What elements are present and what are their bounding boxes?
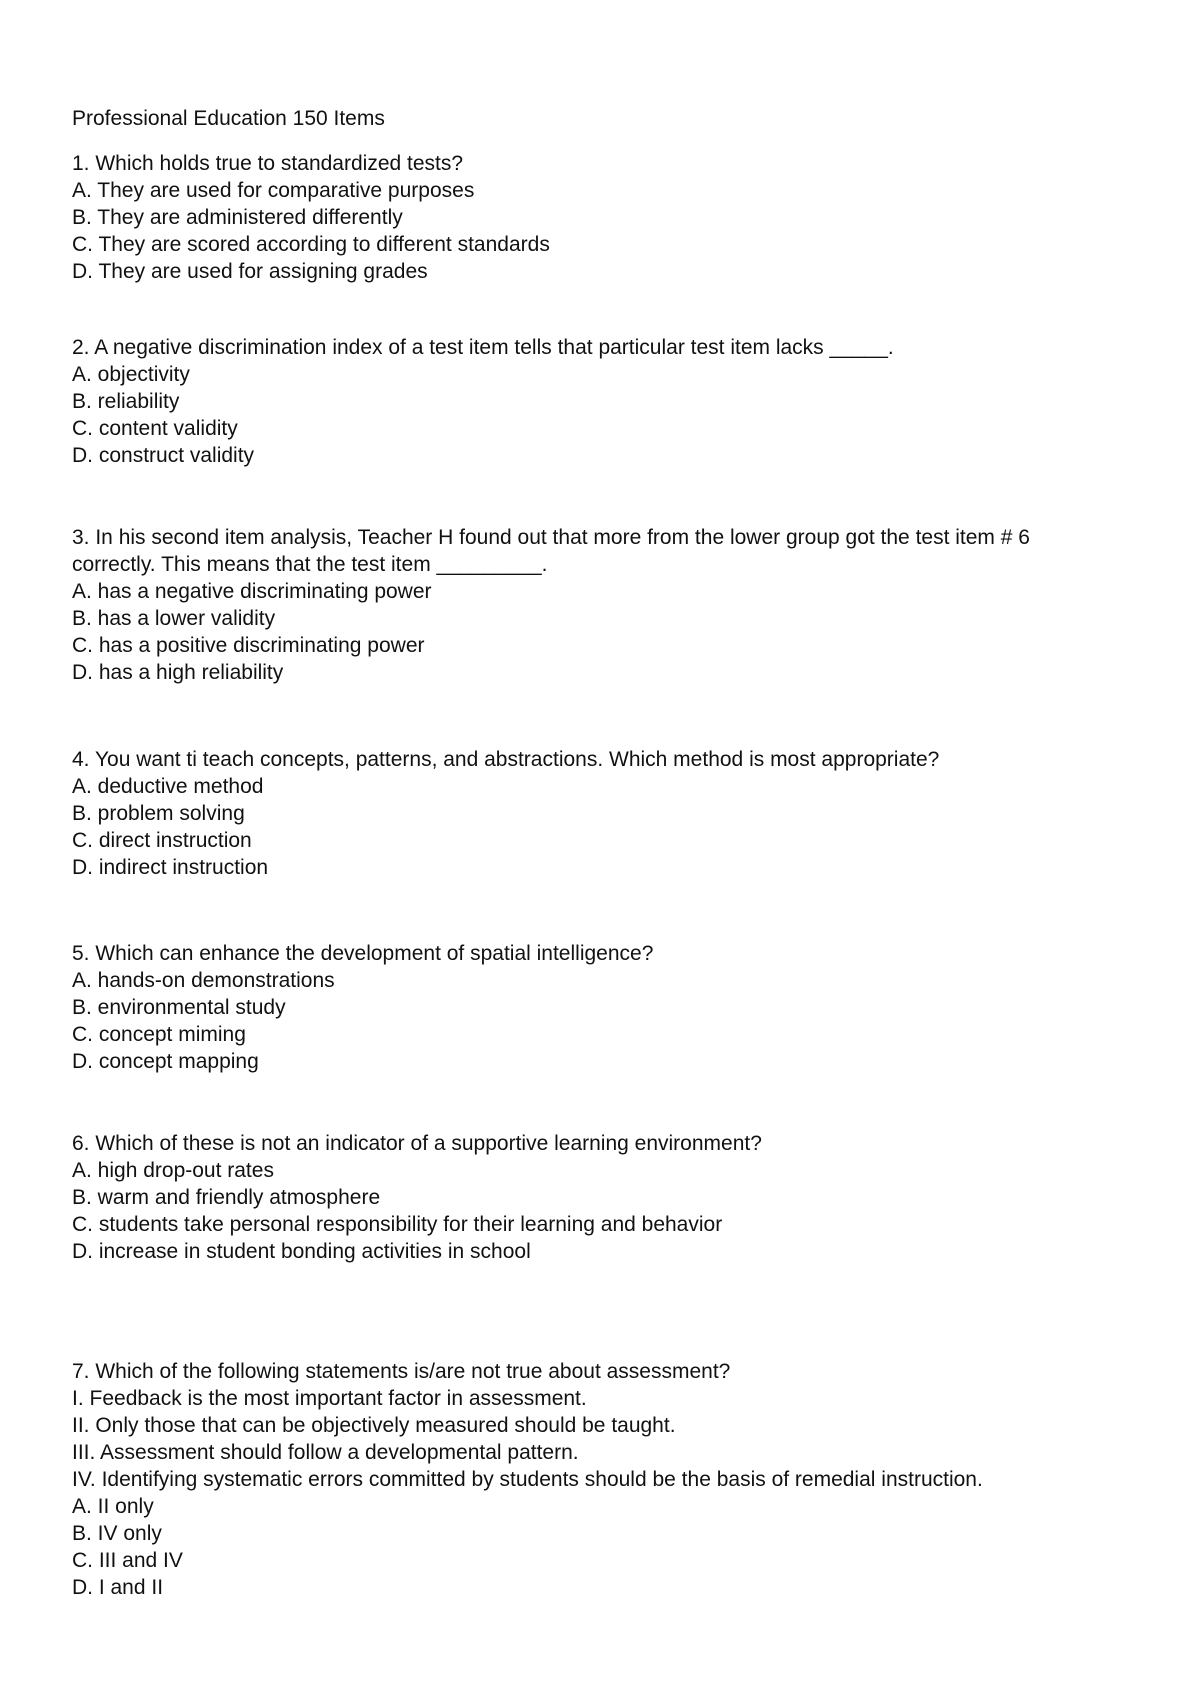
question-stem: 7. Which of the following statements is/are not true about assessment?: [72, 1360, 731, 1383]
option-b: B. warm and friendly atmosphere: [72, 1186, 381, 1209]
question-5: [72, 940, 1132, 1075]
statement-ii: II. Only those that can be objectively measured should be taught.: [72, 1414, 676, 1437]
option-a: A. high drop-out rates: [72, 1159, 274, 1182]
option-a: A. has a negative discriminating power: [72, 580, 432, 603]
option-b: B. environmental study: [72, 996, 286, 1019]
question-stem: 3. In his second item analysis, Teacher H found out that more from the lower group got the test item # 6: [72, 526, 1030, 549]
option-d: D. I and II: [72, 1576, 164, 1599]
option-d: D. concept mapping: [72, 1050, 259, 1073]
option-c: C. students take personal responsibility for their learning and behavior: [72, 1213, 723, 1236]
option-b: B. reliability: [72, 390, 180, 413]
option-d: D. indirect instruction: [72, 856, 269, 879]
question-stem: 4. You want ti teach concepts, patterns, and abstractions. Which method is most appropriate?: [72, 748, 940, 771]
question-stem-continued: correctly. This means that the test item _________.: [72, 553, 548, 576]
statement-i: I. Feedback is the most important factor in assessment.: [72, 1387, 587, 1410]
document-title: Professional Education 150 Items: [72, 107, 385, 130]
option-d: D. has a high reliability: [72, 661, 284, 684]
question-6: [72, 1130, 1132, 1265]
question-1: [72, 150, 1132, 285]
question-4: [72, 746, 1132, 881]
question-stem: 6. Which of these is not an indicator of a supportive learning environment?: [72, 1132, 762, 1155]
option-c: C. direct instruction: [72, 829, 252, 852]
option-b: B. They are administered differently: [72, 206, 403, 229]
option-c: C. concept miming: [72, 1023, 246, 1046]
option-a: A. objectivity: [72, 363, 190, 386]
option-c: C. III and IV: [72, 1549, 183, 1572]
question-2: [72, 334, 1132, 469]
statement-iii: III. Assessment should follow a developmental pattern.: [72, 1441, 579, 1464]
question-7: [72, 1358, 1132, 1601]
option-b: B. has a lower validity: [72, 607, 276, 630]
option-a: A. II only: [72, 1495, 154, 1518]
question-stem: 2. A negative discrimination index of a test item tells that particular test item lacks _____.: [72, 336, 894, 359]
question-stem: 5. Which can enhance the development of spatial intelligence?: [72, 942, 654, 965]
option-d: D. construct validity: [72, 444, 255, 467]
option-b: B. problem solving: [72, 802, 245, 825]
option-a: A. deductive method: [72, 775, 264, 798]
option-c: C. They are scored according to different standards: [72, 233, 550, 256]
option-a: A. They are used for comparative purposes: [72, 179, 475, 202]
question-3: [72, 524, 1132, 686]
option-c: C. content validity: [72, 417, 238, 440]
option-b: B. IV only: [72, 1522, 162, 1545]
statement-iv: IV. Identifying systematic errors committed by students should be the basis of remedial instruction.: [72, 1468, 983, 1491]
option-a: A. hands-on demonstrations: [72, 969, 335, 992]
option-d: D. They are used for assigning grades: [72, 260, 428, 283]
option-c: C. has a positive discriminating power: [72, 634, 425, 657]
question-stem: 1. Which holds true to standardized tests?: [72, 152, 464, 175]
option-d: D. increase in student bonding activities in school: [72, 1240, 531, 1263]
